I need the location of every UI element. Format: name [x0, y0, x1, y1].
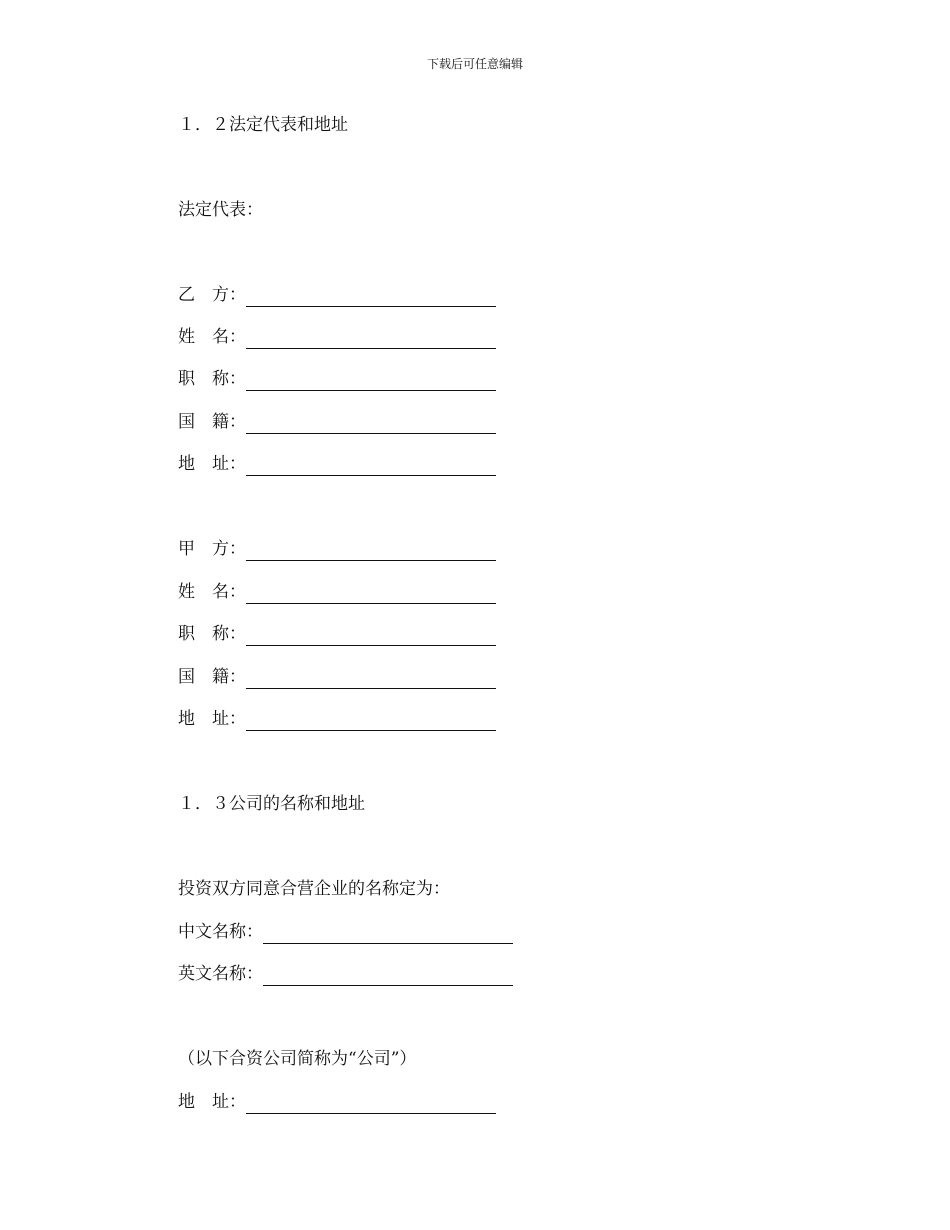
- fill-in-blank[interactable]: [263, 967, 513, 986]
- section-heading-text: １．３公司的名称和地址: [178, 794, 365, 814]
- field-label: 地 址：: [178, 709, 246, 729]
- fill-in-blank[interactable]: [246, 288, 496, 307]
- field-label: 英文名称：: [178, 964, 263, 984]
- party-b-field-name: [178, 325, 496, 349]
- legal-representative-intro: [178, 198, 263, 222]
- field-label: 国 籍：: [178, 667, 246, 687]
- fill-in-blank[interactable]: [246, 372, 496, 391]
- party-a-field-title: [178, 622, 496, 646]
- section-heading-text: １．２法定代表和地址: [178, 115, 348, 135]
- field-label: 甲 方：: [178, 539, 246, 559]
- field-label: 姓 名：: [178, 582, 246, 602]
- fill-in-blank[interactable]: [246, 585, 496, 604]
- field-label: 职 称：: [178, 369, 246, 389]
- company-address-field: [178, 1090, 496, 1114]
- party-a-field-name: [178, 580, 496, 604]
- party-a-field-address: [178, 707, 496, 731]
- company-name-intro: [178, 877, 450, 901]
- company-name-cn-field: [178, 920, 513, 944]
- party-a-field-nationality: [178, 665, 496, 689]
- fill-in-blank[interactable]: [246, 670, 496, 689]
- party-b-field-address: [178, 452, 496, 476]
- party-b-field-nationality: [178, 410, 496, 434]
- field-label: 中文名称：: [178, 922, 263, 942]
- field-label: 地 址：: [178, 1092, 246, 1112]
- section-heading-1-2: [178, 113, 348, 137]
- party-b-field-party: [178, 283, 496, 307]
- fill-in-blank[interactable]: [246, 1095, 496, 1114]
- company-name-en-field: [178, 962, 513, 986]
- company-short-name-note: [178, 1047, 416, 1071]
- intro-text: 法定代表：: [178, 200, 263, 220]
- field-label: 职 称：: [178, 624, 246, 644]
- field-label: 地 址：: [178, 454, 246, 474]
- party-b-field-title: [178, 367, 496, 391]
- intro-text: 投资双方同意合营企业的名称定为：: [178, 879, 450, 899]
- fill-in-blank[interactable]: [246, 712, 496, 731]
- section-heading-1-3: [178, 792, 365, 816]
- fill-in-blank[interactable]: [263, 925, 513, 944]
- field-label: 国 籍：: [178, 412, 246, 432]
- note-text: （以下合资公司简称为“公司”）: [178, 1049, 417, 1069]
- fill-in-blank[interactable]: [246, 457, 496, 476]
- fill-in-blank[interactable]: [246, 542, 496, 561]
- field-label: 姓 名：: [178, 327, 246, 347]
- page-header: 下载后可任意编辑: [426, 57, 523, 71]
- party-a-field-party: [178, 537, 496, 561]
- fill-in-blank[interactable]: [246, 415, 496, 434]
- fill-in-blank[interactable]: [246, 627, 496, 646]
- field-label: 乙 方：: [178, 285, 246, 305]
- fill-in-blank[interactable]: [246, 330, 496, 349]
